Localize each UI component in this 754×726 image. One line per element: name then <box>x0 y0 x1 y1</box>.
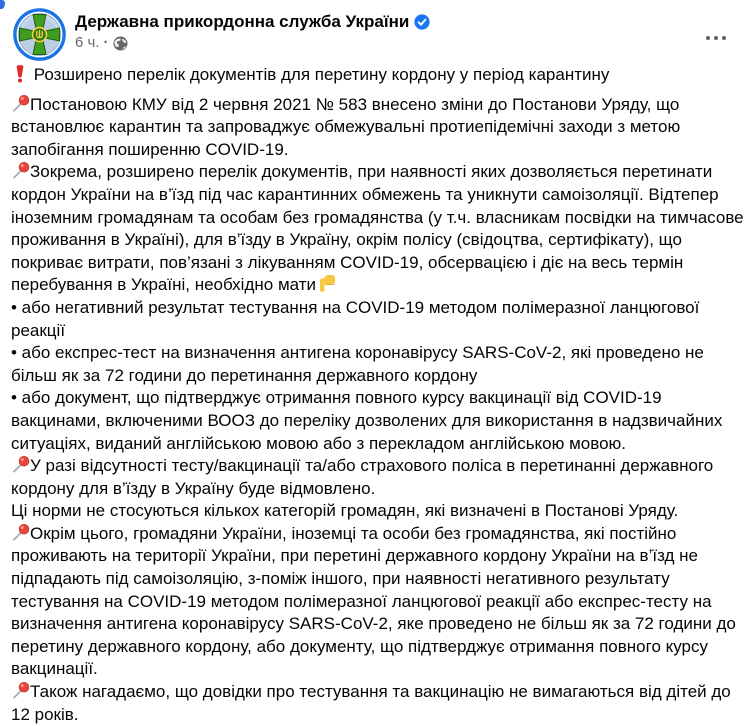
more-options-button[interactable] <box>702 28 730 48</box>
post-text <box>0 61 754 726</box>
post-paragraph: • або негативний результат тестування на COVID-19 методом полімеразної ланцюгової реакції <box>11 297 700 340</box>
timestamp[interactable]: 6 ч. <box>75 34 100 51</box>
privacy-globe-icon <box>113 36 128 51</box>
round-pushpin-icon <box>11 161 30 180</box>
post-paragraph: • або документ, що підтверджує отримання повного курсу вакцинації від COVID-19 вакцинами, включеними ВООЗ до переліку дозволених для використання в надзвичайних ситуаціях, виданий англійською мовою або з перекладом англійською мовою. <box>11 388 723 453</box>
round-pushpin-icon <box>11 523 30 542</box>
meta-separator: · <box>103 34 109 51</box>
post-paragraph: Також нагадаємо, що довідки про тестування та вакцинацію не вимагаються від дітей до 12 років. <box>11 682 731 724</box>
round-pushpin-icon <box>11 681 30 700</box>
page-name[interactable]: Державна прикордонна служба України <box>75 12 410 31</box>
round-pushpin-icon <box>11 94 30 113</box>
post-paragraph: Зокрема, розширено перелік документів, при наявності яких дозволяється перетинати кордон України на в’їзд під час карантинних обмежень та уникнути самоізоляції. Відтепер іноземним громадянам та особам без громадянства (у т.ч. власникам посвідки на тимчасове проживання в Україні), для в’їзду в Україну, окрім полісу (свідоцтва, сертифікату), що покриває витрати, пов’язані з лікуванням COVID-19, обсервацією і діє на весь термін перебування в Україні, необхідно мати <box>11 162 744 295</box>
post-paragraph: Розширено перелік документів для перетину кордону у період карантину <box>11 64 748 87</box>
post-paragraph: Ці норми не стосуються кількох категорій громадян, які визначені в Постанові Уряду. <box>11 501 679 521</box>
verified-badge-icon <box>414 14 430 30</box>
ellipsis-dot <box>722 36 726 40</box>
post-paragraph: Окрім цього, громадяни України, іноземці та особи без громадянства, які постійно проживають на території України, при перетині державного кордону України на в’їзд не підпадають під самоізоляцію, з-поміж іншого, при наявності негативного результату тестування на COVID-19 методом полімеразної ланцюгової реакції або експрес-тесту на визначення антигена коронавірусу SARS-CoV-2, яке проведено не більш як за 72 години до перетину державного кордону, або документу, що підтверджує отримання повного курсу вакцинації. <box>11 523 736 679</box>
point-down-icon <box>316 274 336 293</box>
title-row <box>75 11 738 32</box>
round-pushpin-icon <box>11 455 30 474</box>
header-text <box>75 8 738 52</box>
exclamation-icon <box>11 64 29 83</box>
ellipsis-dot <box>714 36 718 40</box>
post-meta <box>75 34 738 52</box>
ellipsis-dot <box>706 36 710 40</box>
border-guard-logo-icon <box>13 8 66 61</box>
post-paragraph: • або експрес-тест на визначення антигена коронавірусу SARS-CoV-2, які проведено не більш як за 72 години до перетинання державного кордону <box>11 343 704 385</box>
post-paragraph: У разі відсутності тесту/вакцинації та/або страхового поліса в перетинанні державного кордону для в’їзду в Україну буде відмовлено. <box>11 456 714 498</box>
post-header <box>0 0 754 61</box>
post-paragraph: Постановою КМУ від 2 червня 2021 № 583 внесено зміни до Постанови Уряду, що встановлює карантин та запроваджує обмежувальні протиепідемічні заходи з метою запобігання поширенню COVID-19. <box>11 94 681 159</box>
page-avatar[interactable] <box>13 8 66 61</box>
